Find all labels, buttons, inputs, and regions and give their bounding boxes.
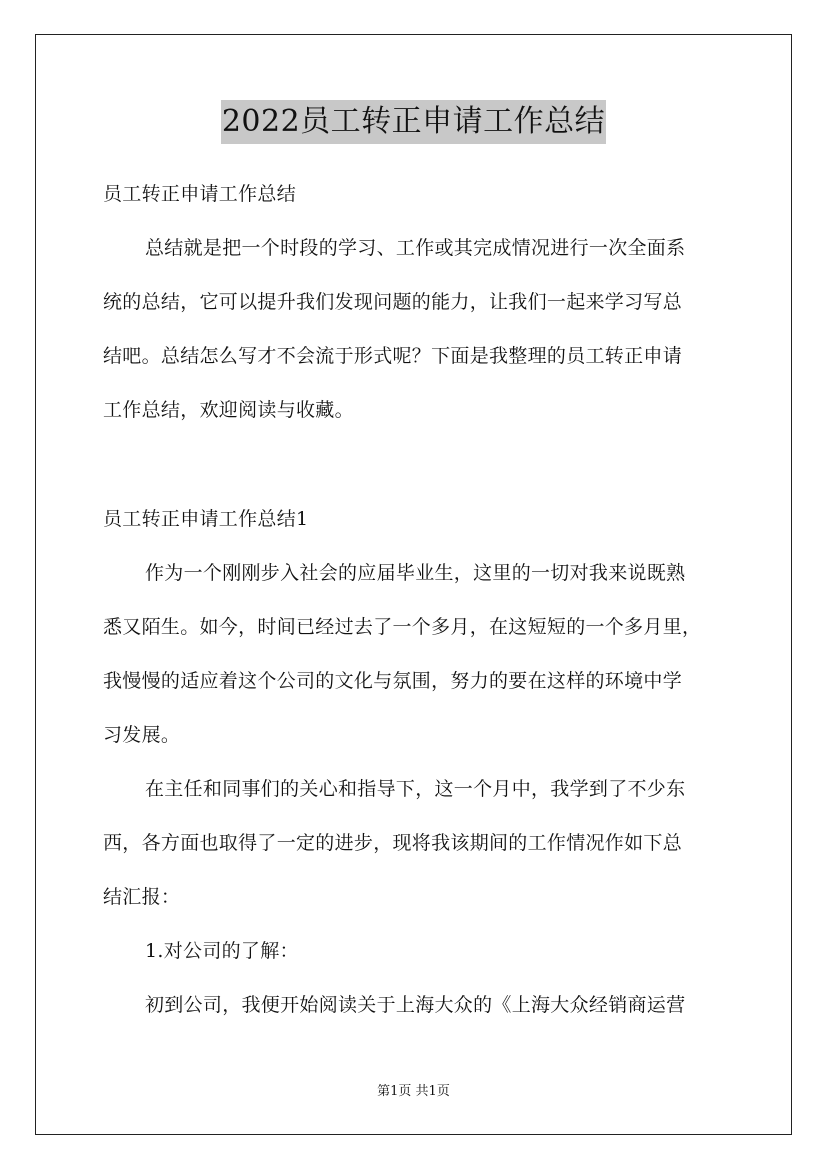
section-heading: 员工转正申请工作总结1	[103, 508, 309, 530]
para1-line-3: 我慢慢的适应着这个公司的文化与氛围，努力的要在这样的环境中学	[103, 670, 683, 692]
page-footer: 第1页 共1页	[377, 1084, 450, 1099]
intro-line-2: 统的总结，它可以提升我们发现问题的能力，让我们一起来学习写总	[103, 291, 683, 313]
para2-line-2: 西，各方面也取得了一定的进步，现将我该期间的工作情况作如下总	[103, 832, 683, 854]
para1-line-2: 悉又陌生。如今，时间已经过去了一个多月，在这短短的一个多月里，	[103, 616, 702, 638]
para2-line-3: 结汇报：	[103, 886, 181, 908]
para2-line-1: 在主任和同事们的关心和指导下，这一个月中，我学到了不少东	[145, 778, 686, 800]
intro-line-3: 结吧。总结怎么写才不会流于形式呢？下面是我整理的员工转正申请	[103, 345, 683, 367]
document-subtitle: 员工转正申请工作总结	[103, 183, 297, 205]
list-item-1: 1.对公司的了解：	[145, 940, 299, 962]
intro-line-4: 工作总结，欢迎阅读与收藏。	[103, 399, 354, 421]
para1-line-1: 作为一个刚刚步入社会的应届毕业生，这里的一切对我来说既熟	[145, 562, 686, 584]
intro-line-1: 总结就是把一个时段的学习、工作或其完成情况进行一次全面系	[145, 237, 686, 259]
para3-line-1: 初到公司，我便开始阅读关于上海大众的《上海大众经销商运营	[145, 994, 686, 1016]
para1-line-4: 习发展。	[103, 724, 181, 746]
document-title: 2022员工转正申请工作总结	[221, 100, 606, 144]
